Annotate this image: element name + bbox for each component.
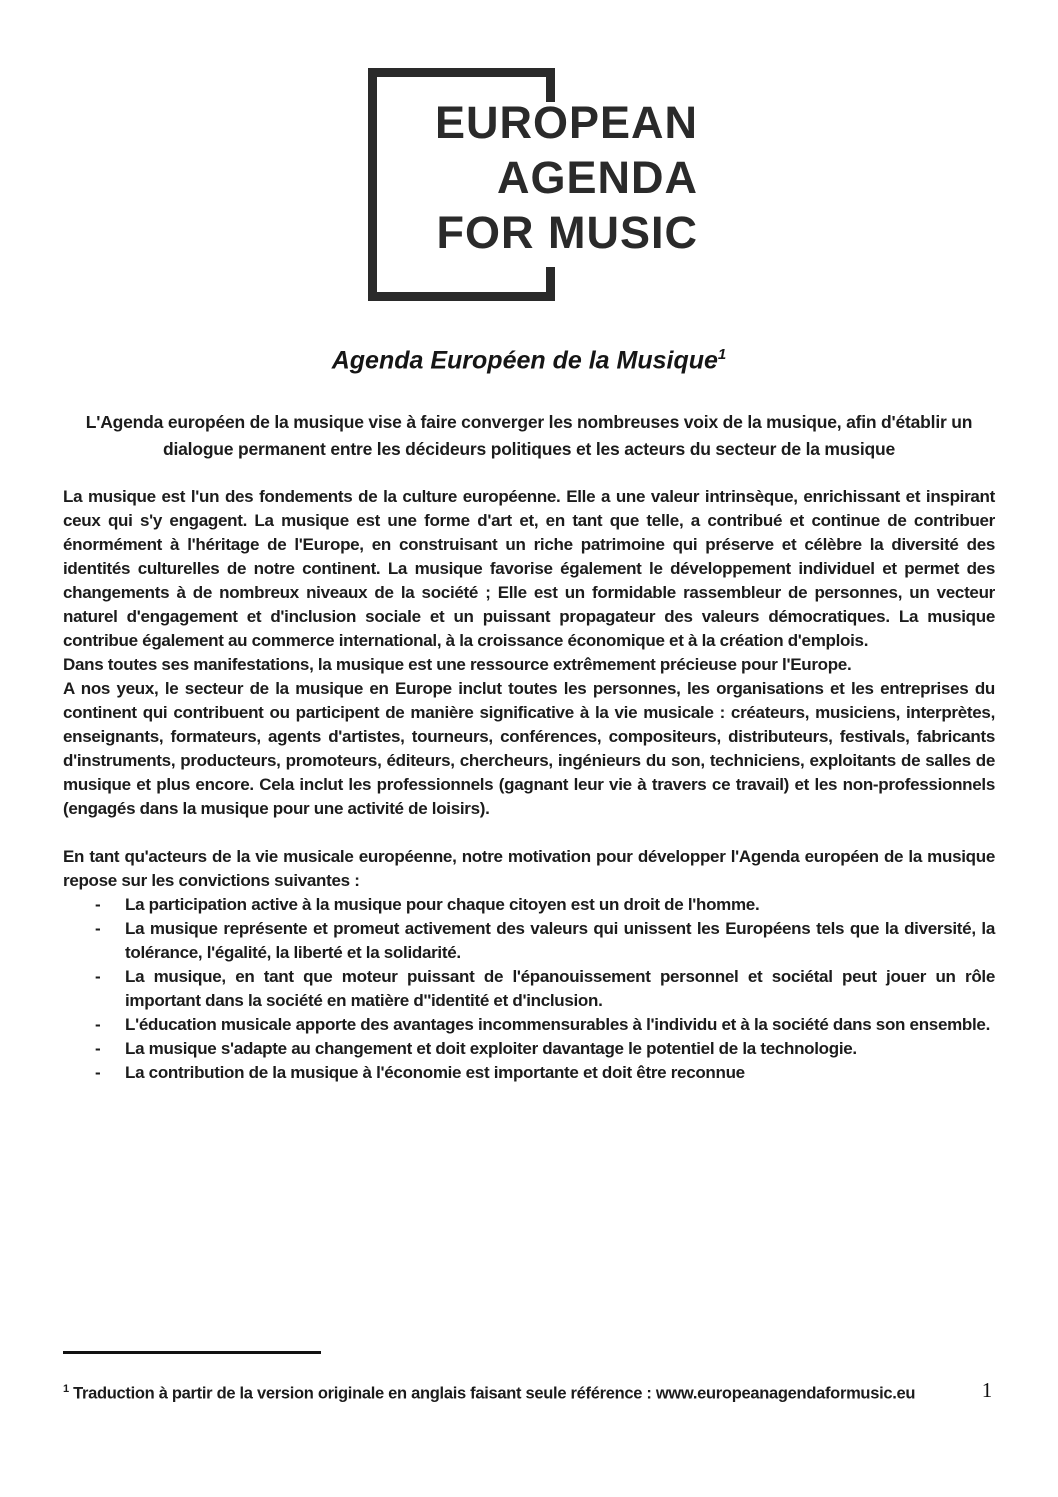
logo-frame-top (368, 68, 555, 77)
bullet-dash: - (95, 919, 101, 938)
title-footnote-reference: 1 (717, 345, 727, 363)
paragraph-sector-definition: A nos yeux, le secteur de la musique en Europe inclut toutes les personnes, les organisations et les entreprises du continent qui contribuent ou participent de manière significative à la vie musicale : créateurs, musiciens, interprètes, enseignants, formateurs, agents d'artistes, tourneurs, conférences, compositeurs, distributeurs, festivals, fabricants d'instruments, producteurs, promoteurs, éditeurs, chercheurs, ingénieurs du son, techniciens, exploitants de salles de musique et plus encore. Cela inclut les professionnels (gagnant leur vie à travers ce travail) et les non-professionnels (engagés dans la musique pour une activité de loisirs). (63, 679, 995, 818)
footnote-text: Traduction à partir de la version originale en anglais faisant seule référence : www.europeanagendaformusic.eu (73, 1384, 916, 1402)
logo-wordmark (435, 95, 698, 260)
bullet-dash: - (95, 1063, 101, 1082)
logo-frame-bottom-hook (546, 267, 555, 301)
list-item (63, 917, 995, 965)
bullet-dash: - (95, 1039, 101, 1058)
list-item-text: La participation active à la musique pour chaque citoyen est un droit de l'homme. (125, 895, 760, 914)
bullet-dash: - (95, 1015, 101, 1034)
list-item (63, 1037, 995, 1061)
footnote-separator (63, 1351, 321, 1354)
document-title (63, 346, 995, 375)
eam-logo (368, 68, 698, 303)
bullet-dash: - (95, 895, 101, 914)
logo-frame-bottom (368, 292, 555, 301)
logo-line-1: EUROPEAN (434, 97, 698, 148)
convictions-list (63, 893, 995, 1085)
paragraph-manifestations: Dans toutes ses manifestations, la musique est une ressource extrêmement précieuse pour l'Europe. (63, 655, 852, 674)
list-item-text: L'éducation musicale apporte des avantages incommensurables à l'individu et à la société dans son ensemble. (125, 1015, 990, 1034)
logo-frame-left (368, 68, 377, 301)
list-item-text: La musique s'adapte au changement et doit exploiter davantage le potentiel de la technologie. (125, 1039, 857, 1058)
logo-line-2: AGENDA (496, 152, 698, 203)
list-item (63, 1061, 995, 1085)
paragraph-convictions-intro: En tant qu'acteurs de la vie musicale européenne, notre motivation pour développer l'Agenda européen de la musique repose sur les convictions suivantes : (63, 847, 995, 890)
list-item-text: La musique, en tant que moteur puissant de l'épanouissement personnel et sociétal peut jouer un rôle important dans la société en matière d''identité et d'inclusion. (125, 967, 995, 1010)
list-item (63, 965, 995, 1013)
list-item-text: La musique représente et promeut activement des valeurs qui unissent les Européens tels que la diversité, la tolérance, l'égalité, la liberté et la solidarité. (125, 919, 995, 962)
paragraph-intro-music: La musique est l'un des fondements de la culture européenne. Elle a une valeur intrinsèque, enrichissant et inspirant ceux qui s'y engagent. La musique est une forme d'art et, en tant que telle, a contribué et continue de contribuer énormément à l'héritage de l'Europe, en construisant un riche patrimoine qui préserve et célèbre la diversité des identités culturelles de notre continent. La musique favorise également le développement individuel et permet des changements à de nombreux niveaux de la société ; Elle est un formidable rassembleur de personnes, un vecteur naturel d'engagement et d'inclusion sociale et un puissant propagateur des valeurs démocratiques. La musique contribue également au commerce international, à la croissance économique et à la création d'emplois. (63, 487, 995, 650)
logo-line-3: FOR MUSIC (436, 207, 698, 258)
footnote (63, 1378, 995, 1405)
bullet-dash: - (95, 967, 101, 986)
list-item-text: La contribution de la musique à l'économie est importante et doit être reconnue (125, 1063, 745, 1082)
list-item (63, 1013, 995, 1037)
page-number: 1 (981, 1378, 993, 1402)
list-item (63, 893, 995, 917)
footnote-marker: 1 (63, 1382, 69, 1395)
title-text: Agenda Européen de la Musique (331, 346, 718, 375)
document-subtitle: L'Agenda européen de la musique vise à faire converger les nombreuses voix de la musique, afin d'établir un dialogue permanent entre les décideurs politiques et les acteurs du secteur de la musique (85, 411, 973, 459)
document-body (63, 485, 995, 1085)
